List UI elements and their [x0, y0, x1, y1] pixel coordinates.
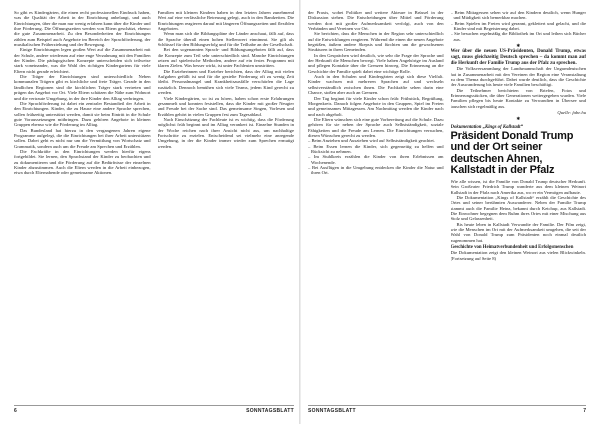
right-col2-body-1: Die Volksversammlung der Landsmannschaft der Ungarndeutschen hat in Zusammenarbeit mit den Vereinen der Region eine Veranstaltung zu dem Thema durchgeführt. Dabei wurde deutlich, dass die Geschichte der Auswanderung bis heute viele Familien beschäftigt. — [450, 66, 586, 88]
left-page-brand: SONNTAGSBLATT — [246, 408, 294, 414]
article-final-paragraph: Die Dokumentation zeigt den kleinen Weinort aus vielen Blickwinkeln. (Fortsetzung auf Seite 8) — [450, 250, 586, 261]
right-page-footer — [308, 405, 586, 414]
right-col2-bullet-2: – Beim Spielen im Freien wird gerannt, geklettert und gelacht, und die Kinder sind mit Begeisterung dabei. — [450, 20, 586, 32]
right-column-2 — [451, 10, 587, 396]
left-col2-paragraph-6: Nach Einschätzung der Fachleute ist es wichtig, dass die Förderung möglichst früh beginnt und im Alltag verankert ist. Einzelne Stunden in der Woche reichen nach ihrer Ansicht nicht aus, um nachhaltige Fortschritte zu erzielen. Entscheidend sei vielmehr eine anregende Umgebung, in der die Kinder immer wieder zum Sprechen ermutigt werden. — [157, 116, 294, 149]
right-page-columns — [308, 10, 586, 396]
article-subheading: Geschichte von Heimatverbundenheit und Erfolgsmenschen — [450, 245, 574, 251]
left-col1-paragraph-2: Einige Einrichtungen legen großen Wert auf die Zusammenarbeit mit der Schule, andere wiederum auf eine enge Verzahnung mit den Familien der Kinder. Die pädagogischen Konzepte unterscheiden sich teilweise stark voneinander, was die Wahl des richtigen Kindergartens für viele Eltern nicht gerade erleichtert. — [14, 47, 151, 74]
left-column-1 — [14, 10, 151, 396]
right-col1-bullet-3: – Im Stuhlkreis erzählen die Kinder von ihren Erlebnissen am Wochenende. — [308, 154, 444, 165]
right-col2-body-2: Die Teilnehmer berichteten von Briefen, Fotos und Erinnerungsstücken, die über Generationen weitergegeben wurden. Viele Familien pflegen bis heute Kontakte zu Verwandten in Übersee und tauschen sich regelmäßig aus. — [450, 87, 586, 109]
left-page-number: 6 — [14, 408, 17, 414]
right-col1-paragraph-1: der Praxis, wobei Politiker und weitere Akteure in Brüssel in der Diskussion stehen. Die Entscheidungen über Mittel und Förderung werden dort mit großer Aufmerksamkeit verfolgt, auch von den Verbänden und Vereinen vor Ort. — [308, 10, 444, 32]
left-col1-paragraph-1: So gibt es Kindergärten, die einen recht professionellen Eindruck haben, was die Qualität der Arbeit in der Einrichtung anbelangt, und auch Einrichtungen, über die man nur wenig erfahren kann über die Kinder und ihre Förderung. Die Öffnungszeiten werden von Eltern geschätzt, ebenso die gute Zusammenarbeit. Zu den Besonderheiten der Einrichtungen zählen zum Beispiel auch Angebote im Bereich der Sprachförderung, der musikalischen Früherziehung und der Bewegung. — [14, 10, 151, 48]
section-divider-asterisk-2: ✱ — [516, 116, 521, 122]
right-col1-bullet-2: – Beim Essen lernen die Kinder, sich gegenseitig zu helfen und Rücksicht zu nehmen. — [308, 143, 444, 154]
right-page — [300, 0, 600, 424]
left-col1-paragraph-6: Die Fachkräfte in den Einrichtungen werden hierfür eigens fortgebildet. Sie lernen, den Sprachstand der Kinder zu beobachten und zu dokumentieren und die Förderung auf die Bedürfnisse der einzelnen Kinder abzustimmen. Auch die Eltern werden in die Arbeit einbezogen, etwa durch Elternabende oder gemeinsame Aktionen. — [14, 148, 151, 176]
right-col1-bullet-1: – Beim Anziehen und Ausziehen wird auf Selbstständigkeit geachtet. — [308, 138, 435, 144]
right-col2-lead: Wer über die neuen US-Präsidenten, Donald Trump, etwas sagt, muss gleichzeitig Deutsch sprechen – da kommt man auf die Herkunft der Familie Trump aus der Pfalz zu sprechen. — [450, 49, 586, 66]
right-col1-paragraph-3: In den Gesprächen wird deutlich, wie sehr die Frage der Sprache und der Herkunft die Menschen bewegt. Viele haben Angehörige im Ausland und pflegen Kontakte über die Grenzen hinweg. Die Erinnerung an die Geschichte der Familie spielt dabei eine wichtige Rolle. — [308, 52, 444, 74]
left-col1-paragraph-5: Das Bundesland hat hierzu in den vergangenen Jahren eigene Programme aufgelegt, die die Einrichtungen bei ihrer Arbeit unterstützen sollen. Dabei geht es nicht nur um die Vermittlung von Wortschatz und Grammatik, sondern auch um die Freude am Sprechen und Erzählen. — [14, 127, 151, 149]
article-paragraph-2: Die Dokumentation „Kings of Kallstadt“ erzählt die Geschichte des Ortes und seiner berühmten Auswanderer. Neben der Familie Trump stammt auch die Familie Heinz, bekannt durch Ketchup, aus Kallstadt. Die Einwohner begegnen dem Ruhm ihres Ortes mit einer Mischung aus Stolz und Gelassenheit. — [450, 195, 586, 222]
left-column-2 — [158, 10, 295, 396]
left-col1-paragraph-3: Die Träger der Einrichtungen sind unterschiedlich: Neben kommunalen Trägern gibt es kirchliche und freie Träger. Gerade in den ländlichen Regionen sind die kirchlichen Träger stark vertreten und prägen das Angebot vor Ort. Viele Eltern schätzen die Nähe zum Wohnort und die vertraute Umgebung, in der ihre Kinder den Alltag verbringen. — [14, 74, 151, 101]
left-page-columns — [14, 10, 294, 396]
right-col1-paragraph-2: Sie berichten, dass die Menschen in der Region sehr unterschiedlich auf die Entwicklungen reagieren. Während die einen die neuen Angebote begrüßen, äußern andere Skepsis und fürchten um die gewachsenen Strukturen in ihren Gemeinden. — [308, 31, 444, 53]
right-page-number: 7 — [583, 408, 586, 414]
article-paragraph-1: Wie alle wissen, ist die Familie von Donald Trump deutscher Herkunft. Sein Großvater Friedrich Trump wanderte aus dem kleinen Weinort Kallstadt in der Pfalz nach Amerika aus, wo er ein Vermögen aufbaute. — [450, 178, 586, 195]
right-col2-bullet-1: – Beim Mittagessen sehen wir auf den Kindern deutlich, wenn Hunger und Müdigkeit sich bemerkbar machen. — [450, 10, 586, 21]
section-divider-asterisk: ✱ — [516, 43, 521, 49]
left-page-footer — [14, 405, 294, 414]
left-col2-paragraph-2: Wenn man sich die Bildungspläne der Länder anschaut, fällt auf, dass die Sprache überall einen hohen Stellenwert einnimmt. Sie gilt als Schlüssel für den Bildungserfolg und für die Teilhabe an der Gesellschaft. — [157, 31, 294, 48]
left-col2-paragraph-4: Die Erzieherinnen und Erzieher berichten, dass der Alltag mit vielen Aufgaben gefüllt ist und für die gezielte Förderung oft zu wenig Zeit bleibt. Personalmangel und Krankheitsausfälle verschärfen die Lage zusätzlich. Dennoch bemühen sich viele Teams, jedem Kind gerecht zu werden. — [157, 68, 294, 96]
right-col2-source: Quelle: fabe.hu — [557, 109, 586, 115]
right-column-1 — [308, 10, 444, 396]
article-rubric: Dokumentation „Kings of Kallstadt“ — [450, 124, 523, 130]
left-col2-paragraph-3: Bei den sogenannten Sprach- und Bildungsangeboten fällt auf, dass die Konzepte zum Teil sehr unterschiedlich sind. Manche Einrichtungen setzen auf spielerische Methoden, andere auf ein festes Programm mit klaren Zielen. Was besser wirkt, ist unter Fachleuten umstritten. — [157, 47, 294, 69]
right-page-brand: SONNTAGSBLATT — [308, 408, 356, 414]
right-col2-bullet-3: – Sie besuchen regelmäßig die Bibliothek im Ort und leihen sich Bücher aus. — [450, 31, 586, 42]
left-col2-paragraph-5: Viele Kindergärten, so ist zu hören, haben schon erste Erfahrungen gesammelt und konnten feststellen, dass die Kinder mit großer Neugier und Freude bei der Sache sind. Das gemeinsame Singen, Vorlesen und Erzählen gehört in vielen Gruppen fest zum Tagesablauf. — [157, 95, 294, 117]
right-col1-paragraph-5: Der Tag beginnt für viele Kinder schon früh: Frühstück, Begrüßung, Morgenkreis. Danach folgen Angebote in den Gruppen, Spiel im Freien und gemeinsames Mittagessen. Am Nachmittag werden die Kinder nach und nach abgeholt. — [308, 95, 444, 117]
article-headline: Präsident Donald Trump und der Ort seiner deutschen Ahnen, Kallstadt in der Pfalz — [450, 129, 574, 177]
left-col2-paragraph-1: Familien mit kleinen Kindern haben in den letzten Jahren zunehmend Wert auf eine verlässliche Betreuung gelegt, auch in den Randzeiten. Die Einrichtungen reagieren darauf mit längeren Öffnungszeiten und flexiblen Angeboten. — [157, 10, 294, 32]
right-col1-bullet-4: – Bei Ausflügen in die Umgebung entdecken die Kinder die Natur und ihren Ort. — [308, 164, 444, 176]
right-col1-paragraph-4: Auch in den Schulen und Kindergärten zeigt sich diese Vielfalt. Kinder wachsen mit mehreren Sprachen auf und wechseln selbstverständlich zwischen ihnen. Die Fachkräfte sehen darin eine Chance, stoßen aber auch an Grenzen. — [308, 74, 444, 96]
right-col1-paragraph-6: Die Eltern wünschen sich eine gute Vorbereitung auf die Schule. Dazu gehören für sie neben der Sprache auch Selbstständigkeit, soziale Fähigkeiten und die Freude am Lernen. Die Einrichtungen versuchen, diesen Wünschen gerecht zu werden. — [308, 116, 444, 138]
article-paragraph-3: Bis heute leben in Kallstadt Verwandte der Familie. Der Film zeigt, wie die Menschen im Ort mit der Aufmerksamkeit umgehen, die seit der Wahl von Donald Trump zum Präsidenten noch einmal deutlich zugenommen hat. — [450, 221, 586, 243]
left-col1-paragraph-4: Die Sprachförderung ist dabei ein zentraler Bestandteil der Arbeit in den Einrichtungen. Kinder, die zu Hause eine andere Sprache sprechen, sollen frühzeitig unterstützt werden, damit sie beim Eintritt in die Schule gute Voraussetzungen mitbringen. Dazu gehören Angebote in kleinen Gruppen ebenso wie die Förderung im Alltag. — [14, 100, 151, 128]
